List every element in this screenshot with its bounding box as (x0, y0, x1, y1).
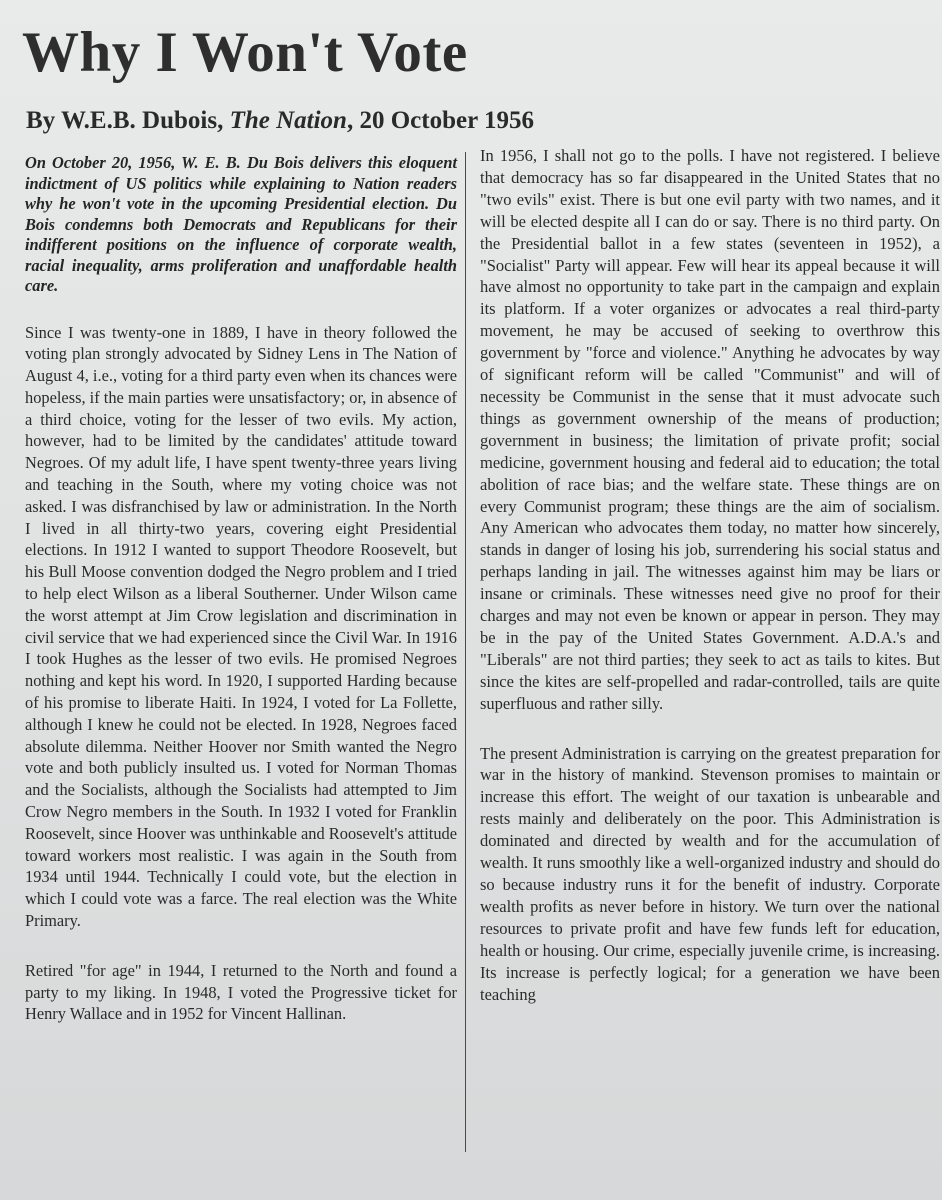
intro-summary: On October 20, 1956, W. E. B. Du Bois delivers this eloquent indictment of US politics while explaining to Nation readers why he won't vote in the upcoming Presidential election. Du Bois condemns both Democrats and Republicans for their indifferent positions on the influence of corporate wealth, racial inequality, arms proliferation and unaffordable health care. (25, 153, 457, 295)
right-column (480, 145, 940, 1033)
byline-date: , 20 October 1956 (346, 107, 534, 134)
left-column (25, 153, 457, 1053)
body-paragraph: The present Administration is carrying on the greatest preparation for war in the history of mankind. Stevenson promises to maintain or increase this effort. The weight of our taxation is unbearable and rests mainly and deliberately on the poor. This Administration is dominated and directed by wealth and for the accumulation of wealth. It runs smoothly like a well-organized industry and should do so because industry runs it for the benefit of industry. Corporate wealth profits as never before in history. We turn over the national resources to private profit and have few funds left for education, health or housing. Our crime, especially juvenile crime, is increasing. Its increase is perfectly logical; for a generation we have been teaching (480, 743, 940, 1004)
body-paragraph: Since I was twenty-one in 1889, I have in theory followed the voting plan strongly advocated by Sidney Lens in The Nation of August 4, i.e., voting for a third party even when its chances were hopeless, if the main parties were unsatisfactory; or, in absence of a third choice, voting for the lesser of two evils. My action, however, had to be limited by the candidates' attitude toward Negroes. Of my adult life, I have spent twenty-three years living and teaching in the South, where my voting choice was not asked. I was disfranchised by law or administration. In the North I lived in all thirty-two years, covering eight Presidential elections. In 1912 I wanted to support Theodore Roosevelt, but his Bull Moose convention dodged the Negro problem and I tried to help elect Wilson as a liberal Southerner. Under Wilson came the worst attempt at Jim Crow legislation and discrimination in civil service that we had experienced since the Civil War. In 1916 I took Hughes as the lesser of two evils. He promised Negroes nothing and kept his word. In 1920, I supported Harding because of his promise to liberate Haiti. In 1924, I voted for La Follette, although I knew he could not be elected. In 1928, Negroes faced absolute dilemma. Neither Hoover nor Smith wanted the Negro vote and both publicly insulted us. I voted for Norman Thomas and the Socialists, although the Socialists had attempted to Jim Crow Negro members in the South. In 1932 I voted for Franklin Roosevelt, since Hoover was unthinkable and Roosevelt's attitude toward workers most realistic. I was again in the South from 1934 until 1944. Technically I could vote, but the election in which I could vote was a farce. The real election was the White Primary. (25, 322, 457, 931)
body-paragraph: In 1956, I shall not go to the polls. I have not registered. I believe that democracy has so far disappeared in the United States that no "two evils" exist. There is but one evil party with two names, and it will be elected despite all I can do or say. There is no third party. On the Presidential ballot in a few states (seventeen in 1952), a "Socialist" Party will appear. Few will hear its appeal because it will have almost no opportunity to take part in the campaign and explain its platform. If a voter organizes or advocates a real third-party movement, he may be accused of seeking to overthrow this government by "force and violence." Anything he advocates by way of significant reform will be called "Communist" and will of necessity be Communist in the sense that it must advocate such things as government ownership of the means of production; government in business; the limitation of private profit; social medicine, government housing and federal aid to education; the total abolition of race bias; and the welfare state. These things are on every Communist program; these things are the aim of socialism. Any American who advocates them today, no matter how sincerely, stands in danger of losing his job, surrendering his social status and perhaps landing in jail. The witnesses against him may be liars or insane or criminals. These witnesses need give no proof for their charges and may not even be known or appear in person. They may be in the pay of the United States Government. A.D.A.'s and "Liberals" are not third parties; they seek to act as tails to kites. But since the kites are self-propelled and radar-controlled, tails are quite superfluous and rather silly. (480, 146, 940, 713)
column-divider (465, 152, 466, 1152)
byline-author: By W.E.B. Dubois, (26, 107, 230, 134)
body-paragraph: Retired "for age" in 1944, I returned to the North and found a party to my liking. In 1948, I voted the Progressive ticket for Henry Wallace and in 1952 for Vincent Hallinan. (25, 960, 457, 1024)
article-byline (26, 104, 534, 138)
article-title: Why I Won't Vote (22, 21, 468, 84)
byline-publication: The Nation (229, 107, 347, 134)
